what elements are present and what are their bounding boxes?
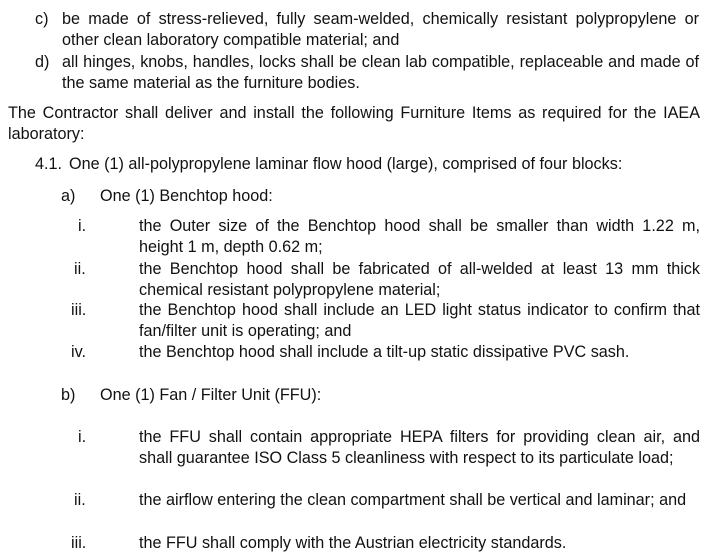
block-marker: a) (61, 187, 76, 205)
section-number: 4.1. (35, 155, 63, 173)
item-text: the FFU shall contain appropriate HEPA filters for providing clean air, and shall guarantee ISO Class 5 cleanliness with respect to its particulate load; (139, 428, 700, 467)
item-marker: iv. (71, 343, 86, 361)
item-marker: i. (78, 428, 87, 446)
item-text: the FFU shall comply with the Austrian electricity standards. (139, 534, 567, 552)
item-text: the Benchtop hood shall include an LED light status indicator to confirm that fan/filter unit is operating; and (139, 301, 700, 340)
item-marker: ii. (74, 491, 86, 509)
item-text: the Benchtop hood shall include a tilt-up static dissipative PVC sash. (139, 343, 630, 361)
intro-paragraph: The Contractor shall deliver and install the following Furniture Items as required for the IAEA laboratory: (8, 104, 700, 143)
list-marker: d) (35, 53, 50, 71)
list-item-text: be made of stress-relieved, fully seam-welded, chemically resistant polypropylene or other clean laboratory compatible material; and (62, 10, 699, 49)
list-marker: c) (35, 10, 49, 28)
item-text: the Benchtop hood shall be fabricated of all-welded at least 13 mm thick chemical resistant polypropylene material; (139, 260, 700, 299)
block-title: One (1) Fan / Filter Unit (FFU): (100, 386, 322, 404)
block-marker: b) (61, 386, 76, 404)
item-marker: ii. (74, 260, 86, 278)
item-text: the Outer size of the Benchtop hood shall be smaller than width 1.22 m, height 1 m, depth 0.62 m; (139, 217, 700, 256)
block-title: One (1) Benchtop hood: (100, 187, 273, 205)
item-marker: i. (78, 217, 87, 235)
item-text: the airflow entering the clean compartment shall be vertical and laminar; and (139, 491, 687, 509)
section-title: One (1) all-polypropylene laminar flow hood (large), comprised of four blocks: (69, 155, 623, 173)
list-item-text: all hinges, knobs, handles, locks shall be clean lab compatible, replaceable and made of the same material as the furniture bodies. (62, 53, 699, 92)
item-marker: iii. (71, 534, 87, 552)
item-marker: iii. (71, 301, 87, 319)
